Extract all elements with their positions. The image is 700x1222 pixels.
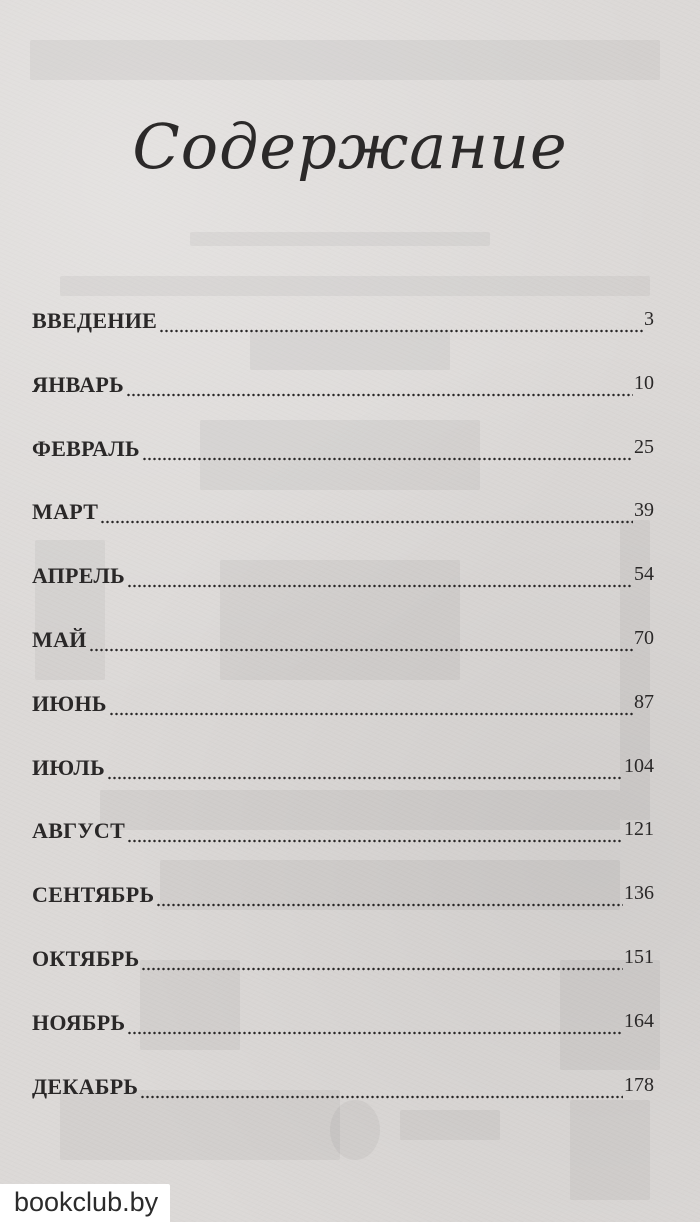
- toc-entry[interactable]: [32, 691, 654, 755]
- toc-entry[interactable]: [32, 372, 654, 436]
- dot-leader: [127, 1013, 623, 1035]
- toc-entry[interactable]: [32, 1074, 654, 1138]
- dot-leader: [100, 502, 633, 524]
- toc-entry[interactable]: [32, 499, 654, 563]
- toc-entry-page-number: 121: [624, 818, 654, 841]
- toc-entry-page-number: 178: [624, 1073, 654, 1096]
- toc-entry[interactable]: [32, 1010, 654, 1074]
- bleed-through-block: [190, 232, 490, 246]
- toc-entry-label: МАРТ: [32, 499, 99, 525]
- bleed-through-block: [30, 40, 660, 80]
- dot-leader: [126, 375, 633, 397]
- site-watermark: bookclub.by: [0, 1184, 170, 1222]
- toc-entry[interactable]: [32, 563, 654, 627]
- toc-entry-label: ЯНВАРЬ: [32, 371, 124, 397]
- toc-entry[interactable]: [32, 946, 654, 1010]
- dot-leader: [127, 821, 623, 843]
- toc-entry-label: ВВЕДЕНИЕ: [32, 308, 158, 333]
- toc-entry-page-number: 104: [624, 754, 654, 777]
- dot-leader: [159, 311, 643, 333]
- toc-entry-label: АПРЕЛЬ: [32, 563, 126, 589]
- toc-entry[interactable]: [32, 755, 654, 819]
- toc-entry[interactable]: [32, 818, 654, 882]
- toc-entry-label: МАЙ: [32, 626, 87, 652]
- toc-entry-page-number: 25: [634, 435, 654, 458]
- dot-leader: [141, 949, 623, 971]
- dot-leader: [127, 566, 633, 588]
- toc-entry-page-number: 151: [624, 945, 654, 968]
- toc-entry-page-number: 10: [634, 371, 654, 394]
- toc-entry-page-number: 136: [624, 882, 654, 905]
- bleed-through-block: [60, 276, 650, 296]
- dot-leader: [89, 630, 633, 652]
- dot-leader: [142, 439, 633, 461]
- toc-entry-page-number: 54: [634, 563, 654, 586]
- toc-entry-page-number: 164: [624, 1009, 654, 1032]
- toc-entry-label: ОКТЯБРЬ: [32, 945, 140, 971]
- dot-leader: [107, 758, 623, 780]
- toc-entry-label: НОЯБРЬ: [32, 1009, 126, 1035]
- toc-entry-label: АВГУСТ: [32, 818, 126, 844]
- toc-entry-label: ИЮНЬ: [32, 690, 107, 716]
- toc-entry-label: ДЕКАБРЬ: [32, 1073, 139, 1099]
- toc-entry[interactable]: [32, 308, 654, 372]
- toc-entry[interactable]: [32, 882, 654, 946]
- toc-entry-page-number: 87: [634, 690, 654, 713]
- toc-entry[interactable]: [32, 627, 654, 691]
- toc-entry-page-number: 70: [634, 626, 654, 649]
- dot-leader: [156, 885, 623, 907]
- toc-entry-page-number: 39: [634, 499, 654, 522]
- dot-leader: [109, 694, 633, 716]
- toc-entry-label: СЕНТЯБРЬ: [32, 882, 155, 908]
- toc-entry-label: ФЕВРАЛЬ: [32, 435, 140, 461]
- toc-entry[interactable]: [32, 436, 654, 500]
- page-title: Содержание: [132, 110, 568, 183]
- toc-entry-page-number: 3: [644, 308, 654, 330]
- table-of-contents: [32, 308, 654, 1137]
- toc-entry-label: ИЮЛЬ: [32, 754, 105, 780]
- dot-leader: [140, 1077, 623, 1099]
